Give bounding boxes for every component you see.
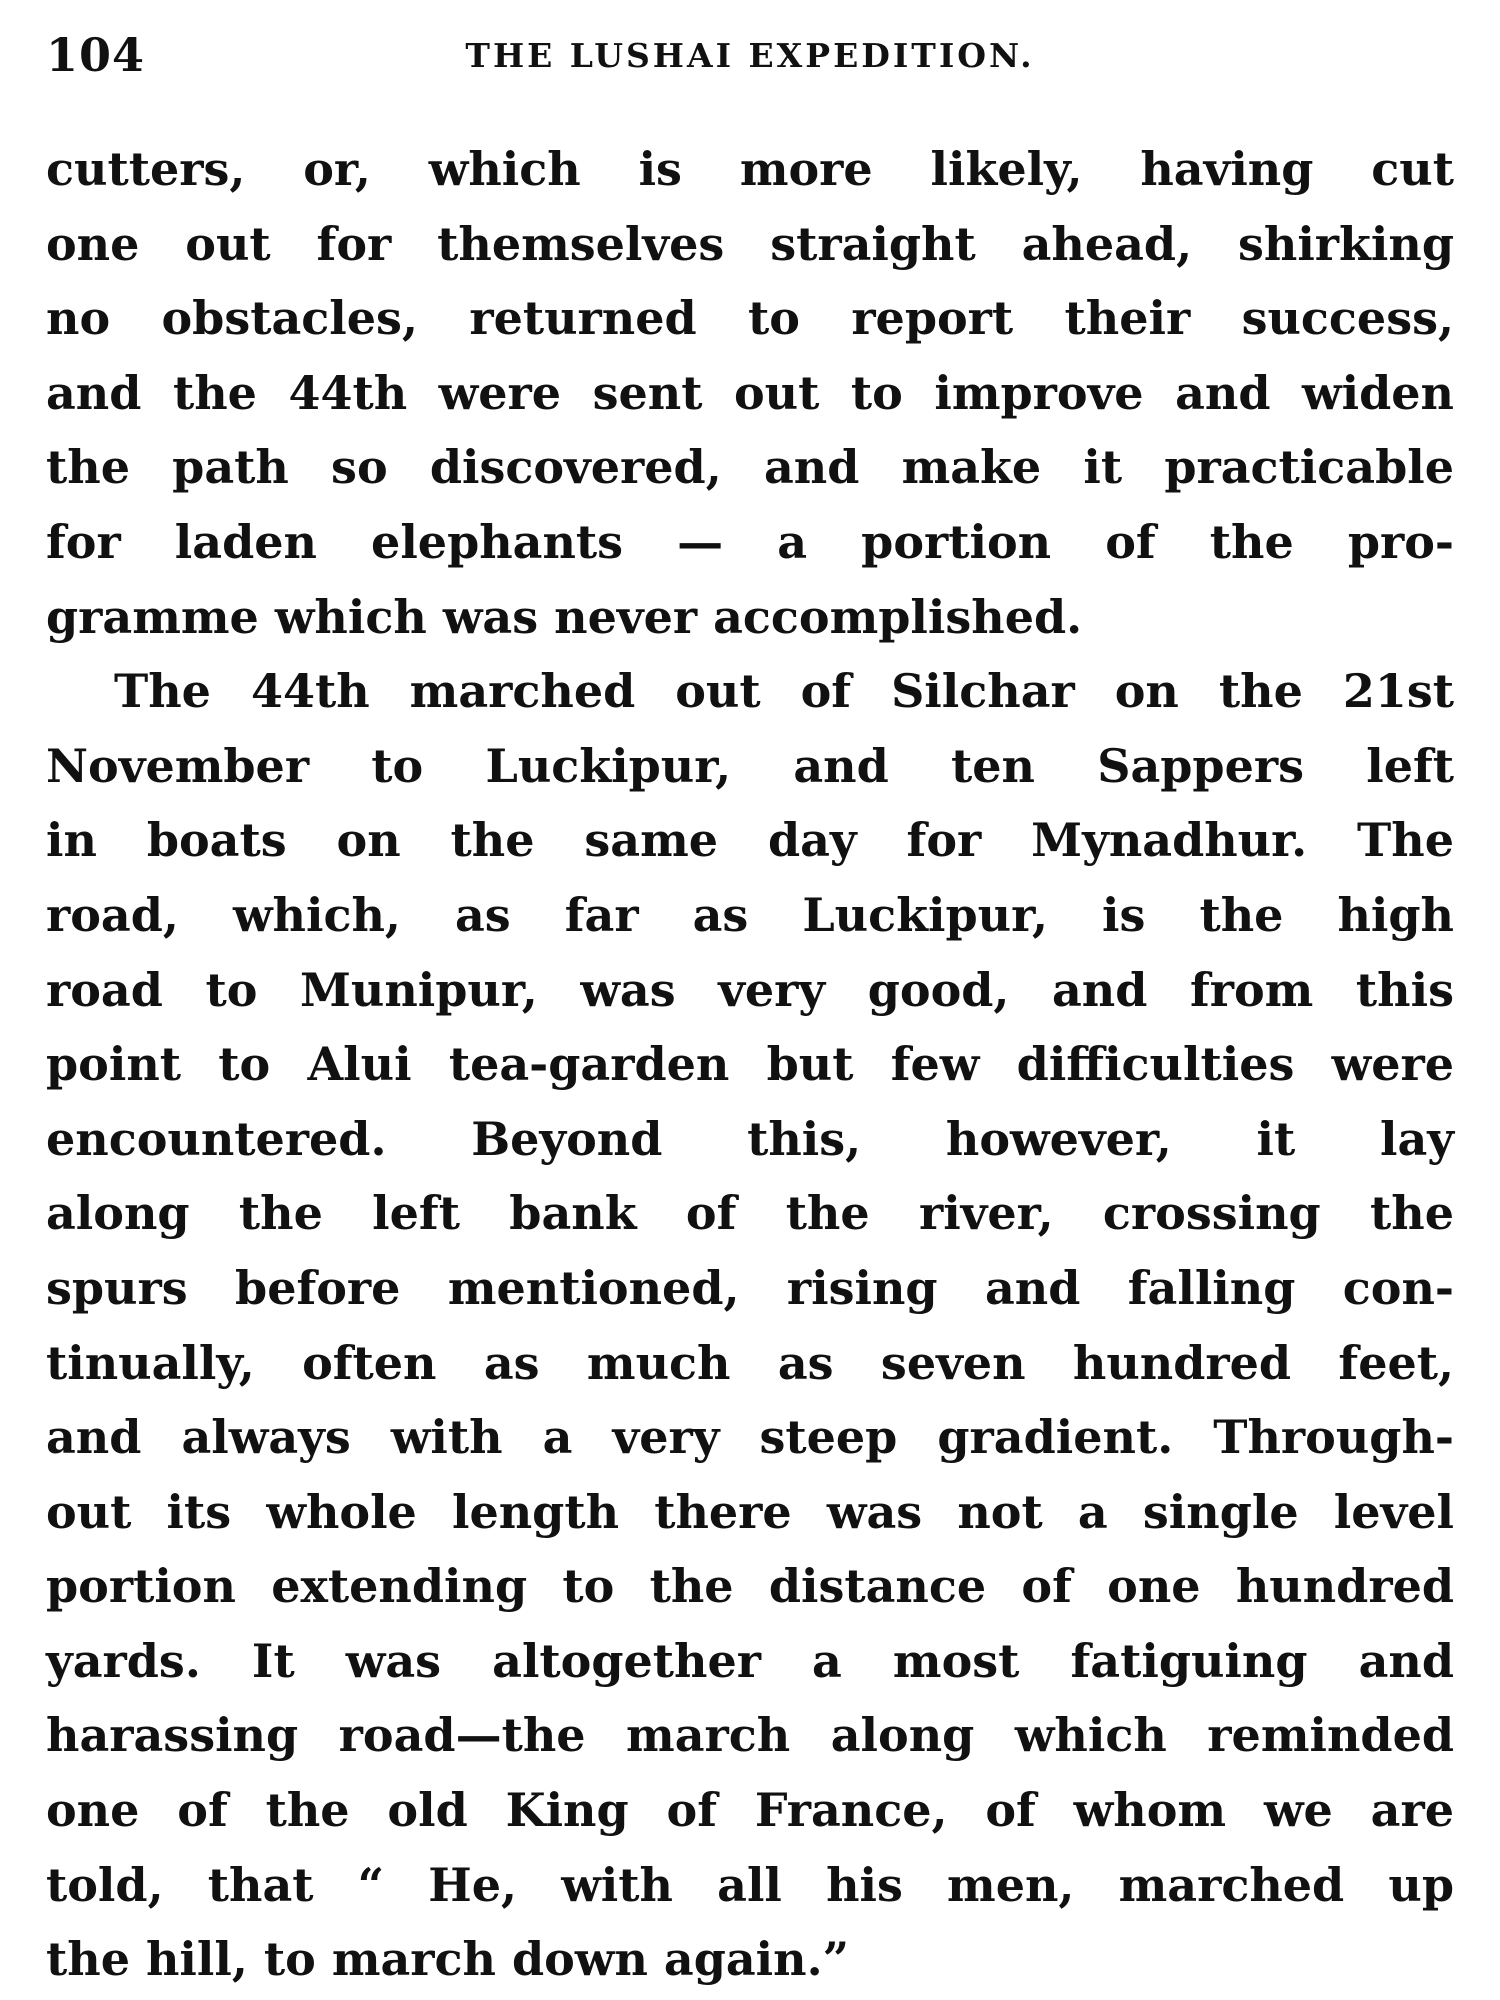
paragraph-2 [46,654,1454,1997]
text-line: for laden elephants — a portion of the pro- [46,514,1454,569]
text-line: no obstacles, returned to report their success, [46,291,1454,346]
running-title: THE LUSHAI EXPEDITION. [465,36,1035,75]
text-line: road to Munipur, was very good, and from this [46,962,1454,1017]
text-line: portion extending to the distance of one hundred [46,1559,1454,1614]
text-line: tinually, often as much as seven hundred feet, [46,1335,1454,1390]
text-line: spurs before mentioned, rising and falling con- [46,1260,1454,1315]
text-line: in boats on the same day for Mynadhur. The [46,813,1454,868]
text-line: yards. It was altogether a most fatiguing and [46,1633,1454,1688]
paragraph-1 [46,132,1454,654]
page-number: 104 [46,28,146,82]
text-line: told, that “ He, with all his men, marched up [46,1857,1454,1912]
text-line: cutters, or, which is more likely, having cut [46,142,1454,196]
text-line: out its whole length there was not a single level [46,1484,1454,1539]
text-line: harassing road—the march along which reminded [46,1708,1454,1763]
text-line: road, which, as far as Luckipur, is the high [46,887,1454,942]
text-line: and always with a very steep gradient. Through- [46,1410,1454,1465]
text-line: encountered. Beyond this, however, it lay [46,1111,1454,1166]
text-line: point to Alui tea-garden but few difficulties were [46,1037,1454,1092]
text-line: and the 44th were sent out to improve and widen [46,365,1454,420]
text-line: the path so discovered, and make it practicable [46,440,1454,495]
text-line: one of the old King of France, of whom we are [46,1783,1454,1838]
text-line: The 44th marched out of Silchar on the 21st [114,664,1454,719]
running-head [46,22,1454,82]
body-text [46,132,1454,1997]
text-line: the hill, to march down again.” [46,1932,850,1987]
text-line: gramme which was never accomplished. [46,589,1083,644]
text-line: along the left bank of the river, crossing the [46,1186,1454,1241]
text-line: one out for themselves straight ahead, shirking [46,216,1454,271]
text-line: November to Luckipur, and ten Sappers left [46,738,1454,793]
